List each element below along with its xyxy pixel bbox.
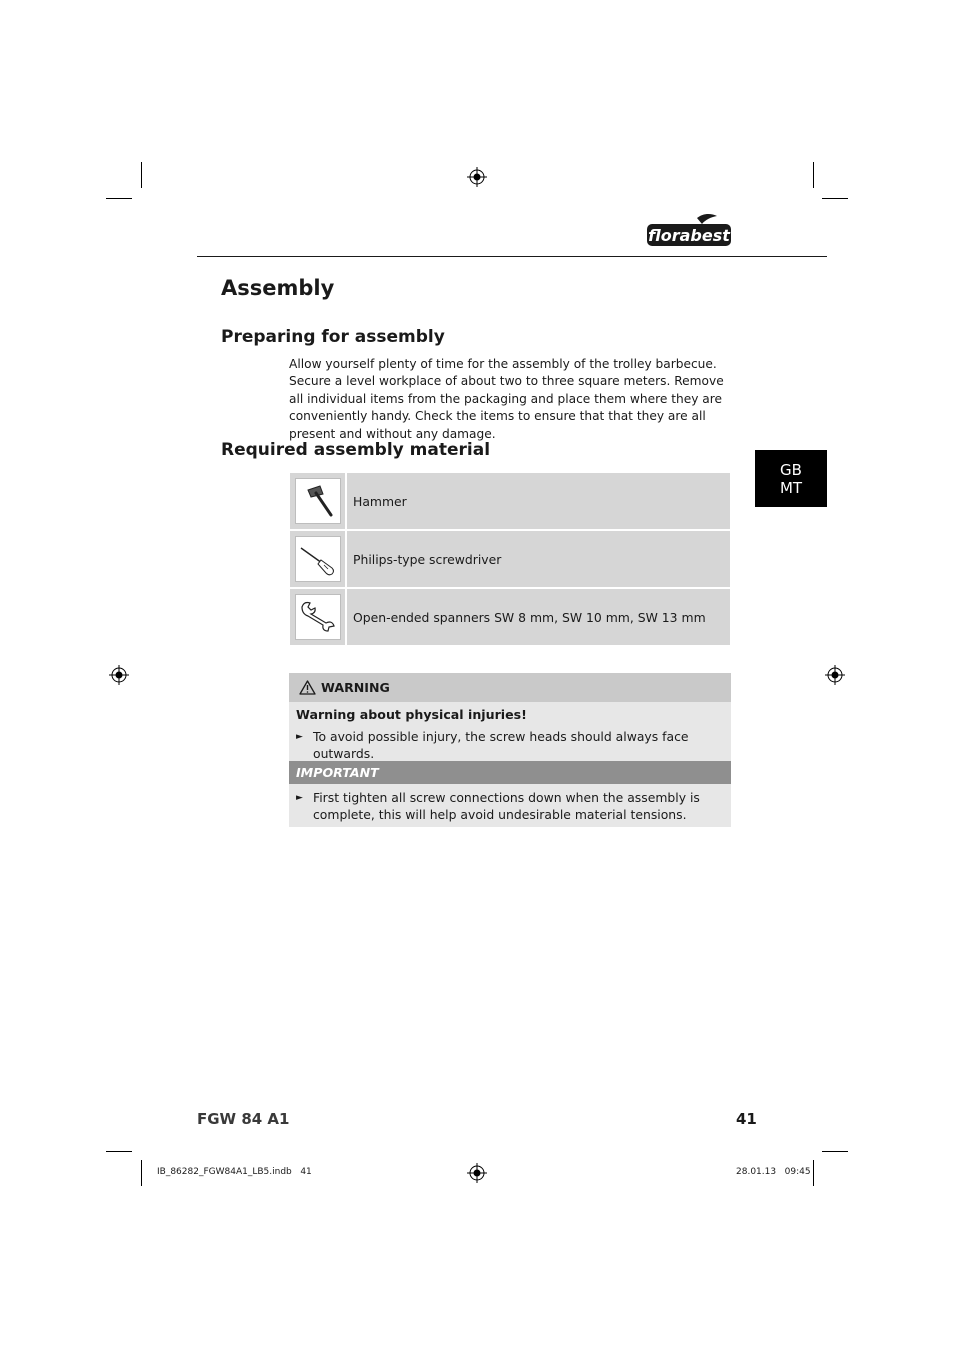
language-code: MT: [779, 478, 803, 497]
section-heading-preparing: Preparing for assembly: [221, 327, 445, 347]
crop-mark: [813, 1160, 814, 1186]
language-code: GB: [780, 460, 802, 479]
crop-mark: [813, 162, 814, 188]
tool-label: Open-ended spanners SW 8 mm, SW 10 mm, SW 13 mm: [353, 609, 706, 625]
registration-mark-icon: [109, 665, 129, 685]
registration-mark-icon: [467, 1163, 487, 1183]
slug-file-name: IB_86282_FGW84A1_LB5.indb 41: [157, 1167, 312, 1177]
tool-image: [295, 478, 341, 524]
important-text: First tighten all screw connections down when the assembly is complete, this will help avoid undesirable material tensions.: [313, 790, 700, 822]
crop-mark: [106, 198, 132, 199]
tool-label: Philips-type screwdriver: [353, 551, 502, 567]
section-heading-required: Required assembly material: [221, 440, 491, 460]
warning-subtitle: Warning about physical injuries!: [296, 707, 527, 722]
important-body: [289, 784, 731, 827]
language-tab: [755, 450, 827, 507]
table-row: [290, 531, 730, 589]
crop-mark: [106, 1151, 132, 1152]
bullet-arrow-icon: ►: [296, 793, 303, 803]
warning-box: [289, 673, 731, 766]
florabest-logo: [645, 212, 733, 248]
warning-body: [289, 702, 731, 766]
preparing-paragraph: Allow yourself plenty of time for the assembly of the trolley barbecue. Secure a level workplace of about two to three square meters. Remove all individual items from the packaging and place them where they are conveniently handy. Check the items to ensure that that they are all present and without any damage.: [289, 357, 724, 441]
crop-mark: [822, 198, 848, 199]
list-item: [296, 789, 723, 823]
screwdriver-icon: [298, 539, 338, 579]
registration-mark-icon: [825, 665, 845, 685]
tool-image: [295, 594, 341, 640]
warning-header: [289, 673, 731, 702]
header-rule: [197, 256, 827, 257]
tool-image: [295, 536, 341, 582]
warning-title: WARNING: [321, 680, 390, 695]
tools-table: [290, 473, 730, 645]
bullet-arrow-icon: ►: [296, 732, 303, 742]
page-title: Assembly: [221, 276, 335, 300]
page-number: 41: [736, 1110, 757, 1128]
spanner-icon: [298, 597, 338, 637]
svg-text:florabest: florabest: [648, 226, 730, 245]
crop-mark: [141, 1160, 142, 1186]
list-item: [296, 728, 723, 762]
crop-mark: [822, 1151, 848, 1152]
warning-triangle-icon: [299, 680, 316, 695]
table-row: [290, 473, 730, 531]
tool-label: Hammer: [353, 493, 407, 509]
important-header: IMPORTANT: [289, 761, 731, 784]
registration-mark-icon: [467, 167, 487, 187]
important-box: [289, 761, 731, 827]
crop-mark: [141, 162, 142, 188]
hammer-icon: [298, 481, 338, 521]
table-row: [290, 589, 730, 645]
footer-model: FGW 84 A1: [197, 1110, 290, 1128]
slug-date-time: 28.01.13 09:45: [736, 1167, 811, 1177]
warning-text: To avoid possible injury, the screw heads should always face outwards.: [313, 729, 689, 761]
